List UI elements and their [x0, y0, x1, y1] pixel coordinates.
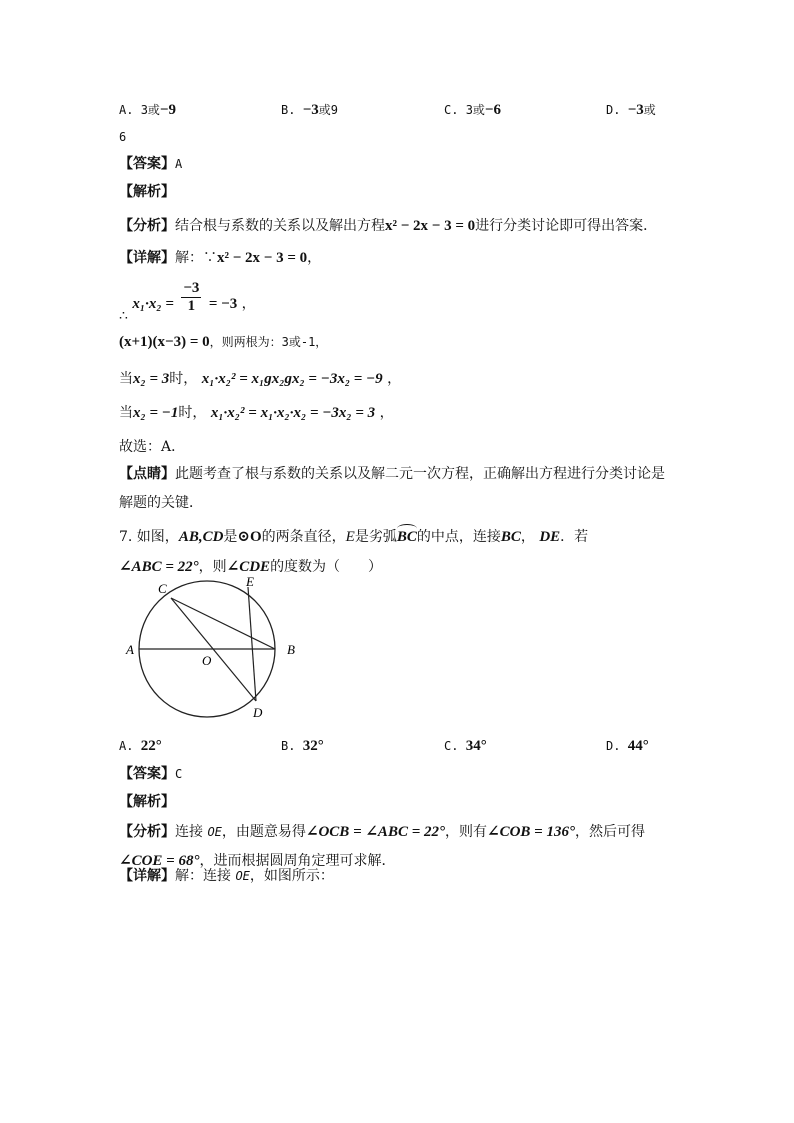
q7-fenxi-cont: ∠COE = 68°，进而根据圆周角定理可求解． — [119, 853, 396, 869]
q7-option-b: B. 32° — [281, 738, 324, 754]
q7-option-d: D. 44° — [606, 738, 649, 754]
q6-case1: 当x₂ = 3时， x₁·x₂² = x₁gx₂gx₂ = −3x₂ = −9 ， — [119, 371, 402, 387]
q7-xiangjie: 【详解】解：连接 OE，如图所示： — [119, 868, 334, 884]
circle-diagram — [118, 570, 308, 725]
q6-option-b: B. −3或9 — [281, 102, 338, 118]
label-a: A — [126, 642, 134, 657]
q7-answer: 【答案】C — [119, 766, 183, 782]
q6-answer: 【答案】A — [119, 156, 183, 172]
q7-stem: 7. 如图，AB,CD是⊙O的两条直径，E是劣弧BC的中点，连接BC， DE．若 — [119, 529, 589, 545]
arc-bc-symbol: BC — [396, 529, 417, 545]
label-e: E — [246, 574, 254, 589]
label-d: D — [253, 705, 263, 720]
q6-dianjing-cont: 解题的关键． — [119, 495, 203, 511]
q6-choose: 故选：A． — [119, 439, 186, 455]
label-b: B — [287, 642, 295, 657]
q6-option-d: D. −3或 — [606, 102, 656, 118]
q7-option-c: C. 34° — [444, 738, 487, 754]
q6-product-line: ∴ x₁·x₂ = $\frac{-3}{1}$ = −3 ， — [119, 280, 256, 324]
q6-factor-line: (x+1)(x−3) = 0，则两根为：3或-1， — [119, 334, 328, 350]
label-o: O — [202, 653, 212, 668]
q7-option-a: A. 22° — [119, 738, 162, 754]
q7-analysis-heading: 【解析】 — [119, 794, 175, 810]
q7-fenxi: 【分析】连接 OE，由题意易得∠OCB = ∠ABC = 22°，则有∠COB = 136°，然后可得 — [119, 824, 645, 840]
q6-dianjing: 【点睛】此题考查了根与系数的关系以及解二元一次方程，正确解出方程进行分类讨论是 — [119, 466, 665, 482]
q6-xiangjie: 【详解】解：∵x² − 2x − 3 = 0， — [119, 250, 322, 266]
q6-option-d-wrap: 6 — [119, 130, 127, 144]
chord-de — [248, 587, 256, 701]
q6-fenxi: 【分析】结合根与系数的关系以及解出方程x² − 2x − 3 = 0进行分类讨论即可得出答案． — [119, 218, 658, 234]
q7-stem-line2: ∠ABC = 22°，则∠CDE的度数为（ ） — [119, 559, 383, 575]
q6-option-a: A. 3或−9 — [119, 102, 176, 118]
label-c: C — [158, 581, 167, 596]
q6-option-c: C. 3或−6 — [444, 102, 501, 118]
q6-case2: 当x₂ = −1时， x₁·x₂² = x₁·x₂·x₂ = −3x₂ = 3 ， — [119, 405, 394, 421]
q6-analysis-heading: 【解析】 — [119, 184, 175, 200]
